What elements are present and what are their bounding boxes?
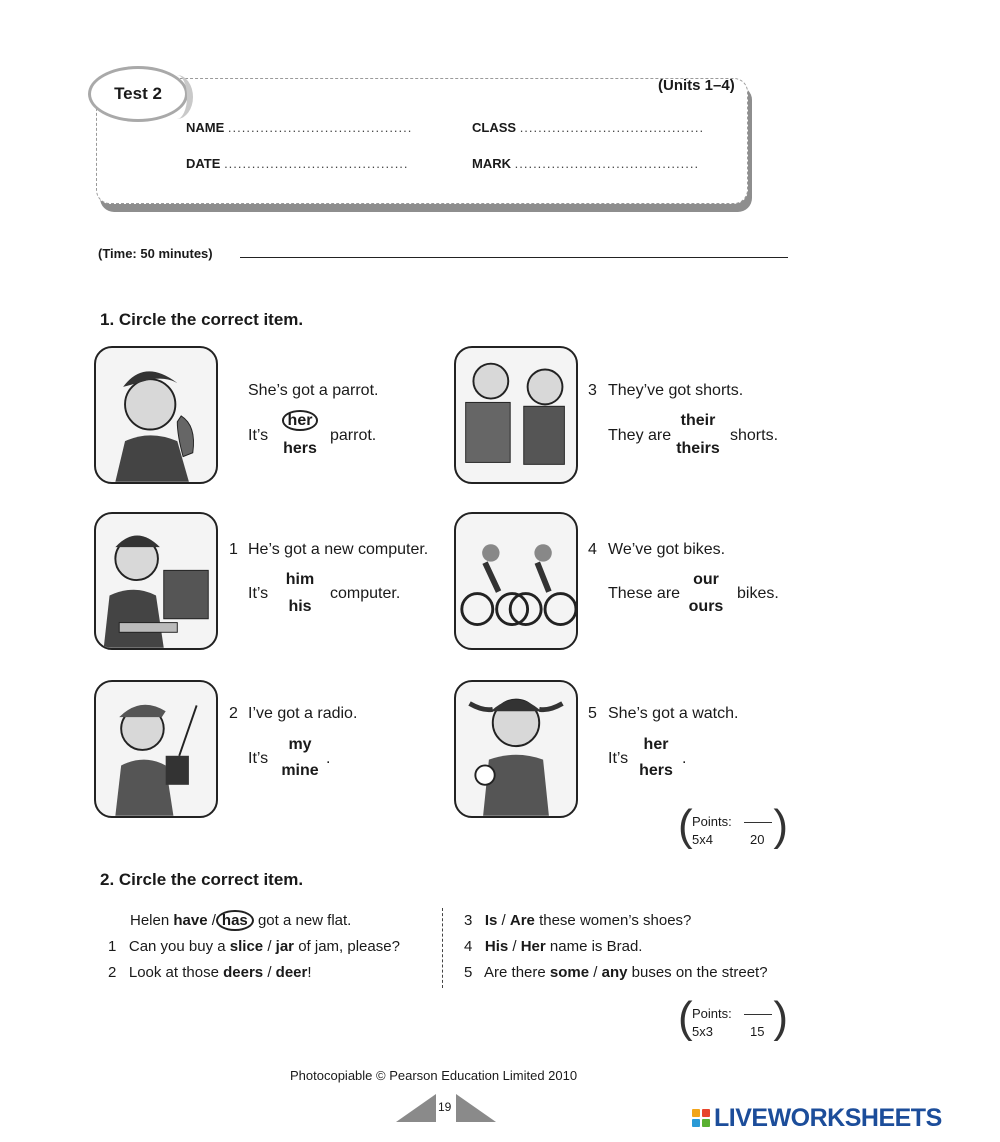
s2-item5-post: buses on the street? bbox=[631, 964, 768, 981]
test-badge bbox=[88, 66, 188, 122]
example-option-b-circled[interactable]: has bbox=[216, 910, 254, 931]
page-tab-right bbox=[456, 1094, 496, 1122]
item1-suffix: computer. bbox=[330, 585, 401, 602]
section2-example bbox=[130, 912, 351, 929]
s2-item2-pre: Look at those bbox=[128, 964, 219, 981]
s2-item3 bbox=[464, 912, 691, 929]
item1-option-a[interactable]: him bbox=[285, 571, 315, 588]
s2-item1-post: of jam, please? bbox=[298, 938, 400, 955]
s2-item5-number: 5 bbox=[464, 964, 473, 981]
item4-sentence: We’ve got bikes. bbox=[608, 541, 726, 558]
s2-item1-pre: Can you buy a bbox=[128, 938, 226, 955]
s2-item4-post: name is Brad. bbox=[549, 938, 643, 955]
item3-option-a[interactable]: their bbox=[680, 412, 716, 429]
mark-dots: ........................................ bbox=[514, 156, 700, 171]
class-label: CLASS bbox=[472, 120, 517, 135]
s2-item3-number: 3 bbox=[464, 912, 473, 929]
s2-item2 bbox=[108, 964, 312, 981]
item3-suffix: shorts. bbox=[730, 427, 779, 444]
s2-item1-number: 1 bbox=[108, 938, 117, 955]
item5-prefix: It’s bbox=[608, 750, 629, 767]
item4-prefix: These are bbox=[608, 585, 681, 602]
copyright-text: Photocopiable © Pearson Education Limited 2010 bbox=[290, 1068, 578, 1083]
s2-item5 bbox=[464, 964, 768, 981]
name-field[interactable] bbox=[186, 120, 412, 135]
section1-points-label: Points: bbox=[692, 814, 732, 829]
s2-item4-number: 4 bbox=[464, 938, 473, 955]
s2-item3-post: these women’s shoes? bbox=[539, 912, 692, 929]
s2-item5-option-a[interactable]: some bbox=[549, 964, 590, 981]
item4-option-a[interactable]: our bbox=[693, 571, 719, 588]
item2-number: 2 bbox=[229, 705, 238, 722]
s2-item2-option-a[interactable]: deers bbox=[223, 964, 264, 981]
boys-shorts-image bbox=[454, 346, 578, 484]
paren-right: ) bbox=[773, 801, 788, 850]
item4-option-b[interactable]: ours bbox=[688, 598, 724, 615]
date-field[interactable] bbox=[186, 156, 409, 171]
item2-option-b[interactable]: mine bbox=[281, 762, 319, 779]
item5-option-a[interactable]: her bbox=[643, 736, 669, 753]
item4-suffix: bikes. bbox=[737, 585, 779, 602]
points-rule bbox=[744, 1014, 772, 1015]
brand-name: LIVEWORKSHEETS bbox=[714, 1103, 942, 1132]
item3-prefix: They are bbox=[608, 427, 672, 444]
page-number: 19 bbox=[438, 1100, 452, 1114]
paren-left: ( bbox=[678, 801, 693, 850]
section1-points-calc: 5x4 bbox=[692, 832, 713, 847]
item3-sentence: They’ve got shorts. bbox=[608, 382, 744, 399]
s2-item4-option-a[interactable]: His bbox=[484, 938, 509, 955]
example-pre: Helen bbox=[130, 912, 170, 929]
units-label: (Units 1–4) bbox=[658, 77, 735, 94]
paren-left: ( bbox=[678, 993, 693, 1042]
s2-item3-sep: / bbox=[501, 912, 506, 929]
cyclists-image bbox=[454, 512, 578, 650]
section2-title: 2. Circle the correct item. bbox=[100, 870, 304, 889]
item5-suffix: . bbox=[682, 750, 687, 767]
s2-item2-post: ! bbox=[307, 964, 312, 981]
page-tab-left bbox=[396, 1094, 436, 1122]
student-info-card bbox=[96, 78, 748, 204]
girl-parrot-image bbox=[94, 346, 218, 484]
item2-sentence: I’ve got a radio. bbox=[248, 705, 358, 722]
class-field[interactable] bbox=[472, 120, 704, 135]
s2-item1-sep: / bbox=[267, 938, 272, 955]
boy-radio-image bbox=[94, 680, 218, 818]
section1-title: 1. Circle the correct item. bbox=[100, 310, 304, 329]
girl-watch-image bbox=[454, 680, 578, 818]
time-rule bbox=[240, 257, 788, 258]
s2-item4-sep: / bbox=[512, 938, 517, 955]
liveworksheets-logo[interactable] bbox=[692, 1104, 942, 1132]
section1-points-box bbox=[678, 801, 788, 852]
example-sep: / bbox=[211, 912, 216, 929]
s2-item2-number: 2 bbox=[108, 964, 117, 981]
s2-item5-option-b[interactable]: any bbox=[601, 964, 628, 981]
item3-number: 3 bbox=[588, 382, 597, 399]
item1-prefix: It’s bbox=[248, 585, 269, 602]
item1-number: 1 bbox=[229, 541, 238, 558]
s2-item3-option-a[interactable]: Is bbox=[484, 912, 498, 929]
class-dots: ........................................ bbox=[519, 120, 705, 135]
s2-item5-pre: Are there bbox=[484, 964, 546, 981]
logo-grid-icon bbox=[692, 1109, 710, 1127]
s2-item4-option-b[interactable]: Her bbox=[520, 938, 546, 955]
points-rule bbox=[744, 822, 772, 823]
item-example-option-b[interactable]: hers bbox=[283, 440, 317, 457]
example-option-a[interactable]: have bbox=[173, 912, 208, 929]
s2-item3-option-b[interactable]: Are bbox=[509, 912, 535, 929]
s2-item1 bbox=[108, 938, 400, 955]
item-example-suffix: parrot. bbox=[330, 427, 377, 444]
test-label: Test 2 bbox=[114, 84, 162, 103]
item1-sentence: He’s got a new computer. bbox=[248, 541, 429, 558]
s2-item1-option-b[interactable]: jar bbox=[275, 938, 295, 955]
item5-option-b[interactable]: hers bbox=[639, 762, 673, 779]
s2-item1-option-a[interactable]: slice bbox=[229, 938, 264, 955]
column-divider bbox=[442, 908, 443, 988]
date-label: DATE bbox=[186, 156, 221, 171]
example-post: got a new flat. bbox=[257, 912, 352, 929]
section1-points-total: 20 bbox=[750, 832, 765, 847]
name-dots: ........................................ bbox=[227, 120, 413, 135]
mark-field[interactable] bbox=[472, 156, 699, 171]
s2-item2-option-b[interactable]: deer bbox=[275, 964, 308, 981]
item2-suffix: . bbox=[326, 750, 331, 767]
item4-number: 4 bbox=[588, 541, 597, 558]
name-label: NAME bbox=[186, 120, 225, 135]
item2-option-a[interactable]: my bbox=[288, 736, 312, 753]
paren-right: ) bbox=[773, 993, 788, 1042]
section2-points-total: 15 bbox=[750, 1024, 765, 1039]
item2-prefix: It’s bbox=[248, 750, 269, 767]
item5-sentence: She’s got a watch. bbox=[608, 705, 739, 722]
section2-points-box bbox=[678, 993, 788, 1044]
boy-computer-image bbox=[94, 512, 218, 650]
circled-answer: her bbox=[282, 410, 319, 431]
item3-option-b[interactable]: theirs bbox=[676, 440, 720, 457]
date-dots: ........................................ bbox=[224, 156, 409, 171]
section2-points-label: Points: bbox=[692, 1006, 732, 1021]
item1-option-b[interactable]: his bbox=[288, 598, 312, 615]
item-example-option-a[interactable] bbox=[280, 412, 320, 430]
s2-item5-sep: / bbox=[593, 964, 598, 981]
section2-points-calc: 5x3 bbox=[692, 1024, 713, 1039]
item5-number: 5 bbox=[588, 705, 597, 722]
mark-label: MARK bbox=[472, 156, 511, 171]
time-label: (Time: 50 minutes) bbox=[98, 246, 213, 261]
s2-item4 bbox=[464, 938, 642, 955]
item-example-sentence: She’s got a parrot. bbox=[248, 382, 379, 399]
item-example-prefix: It’s bbox=[248, 427, 269, 444]
s2-item2-sep: / bbox=[267, 964, 272, 981]
